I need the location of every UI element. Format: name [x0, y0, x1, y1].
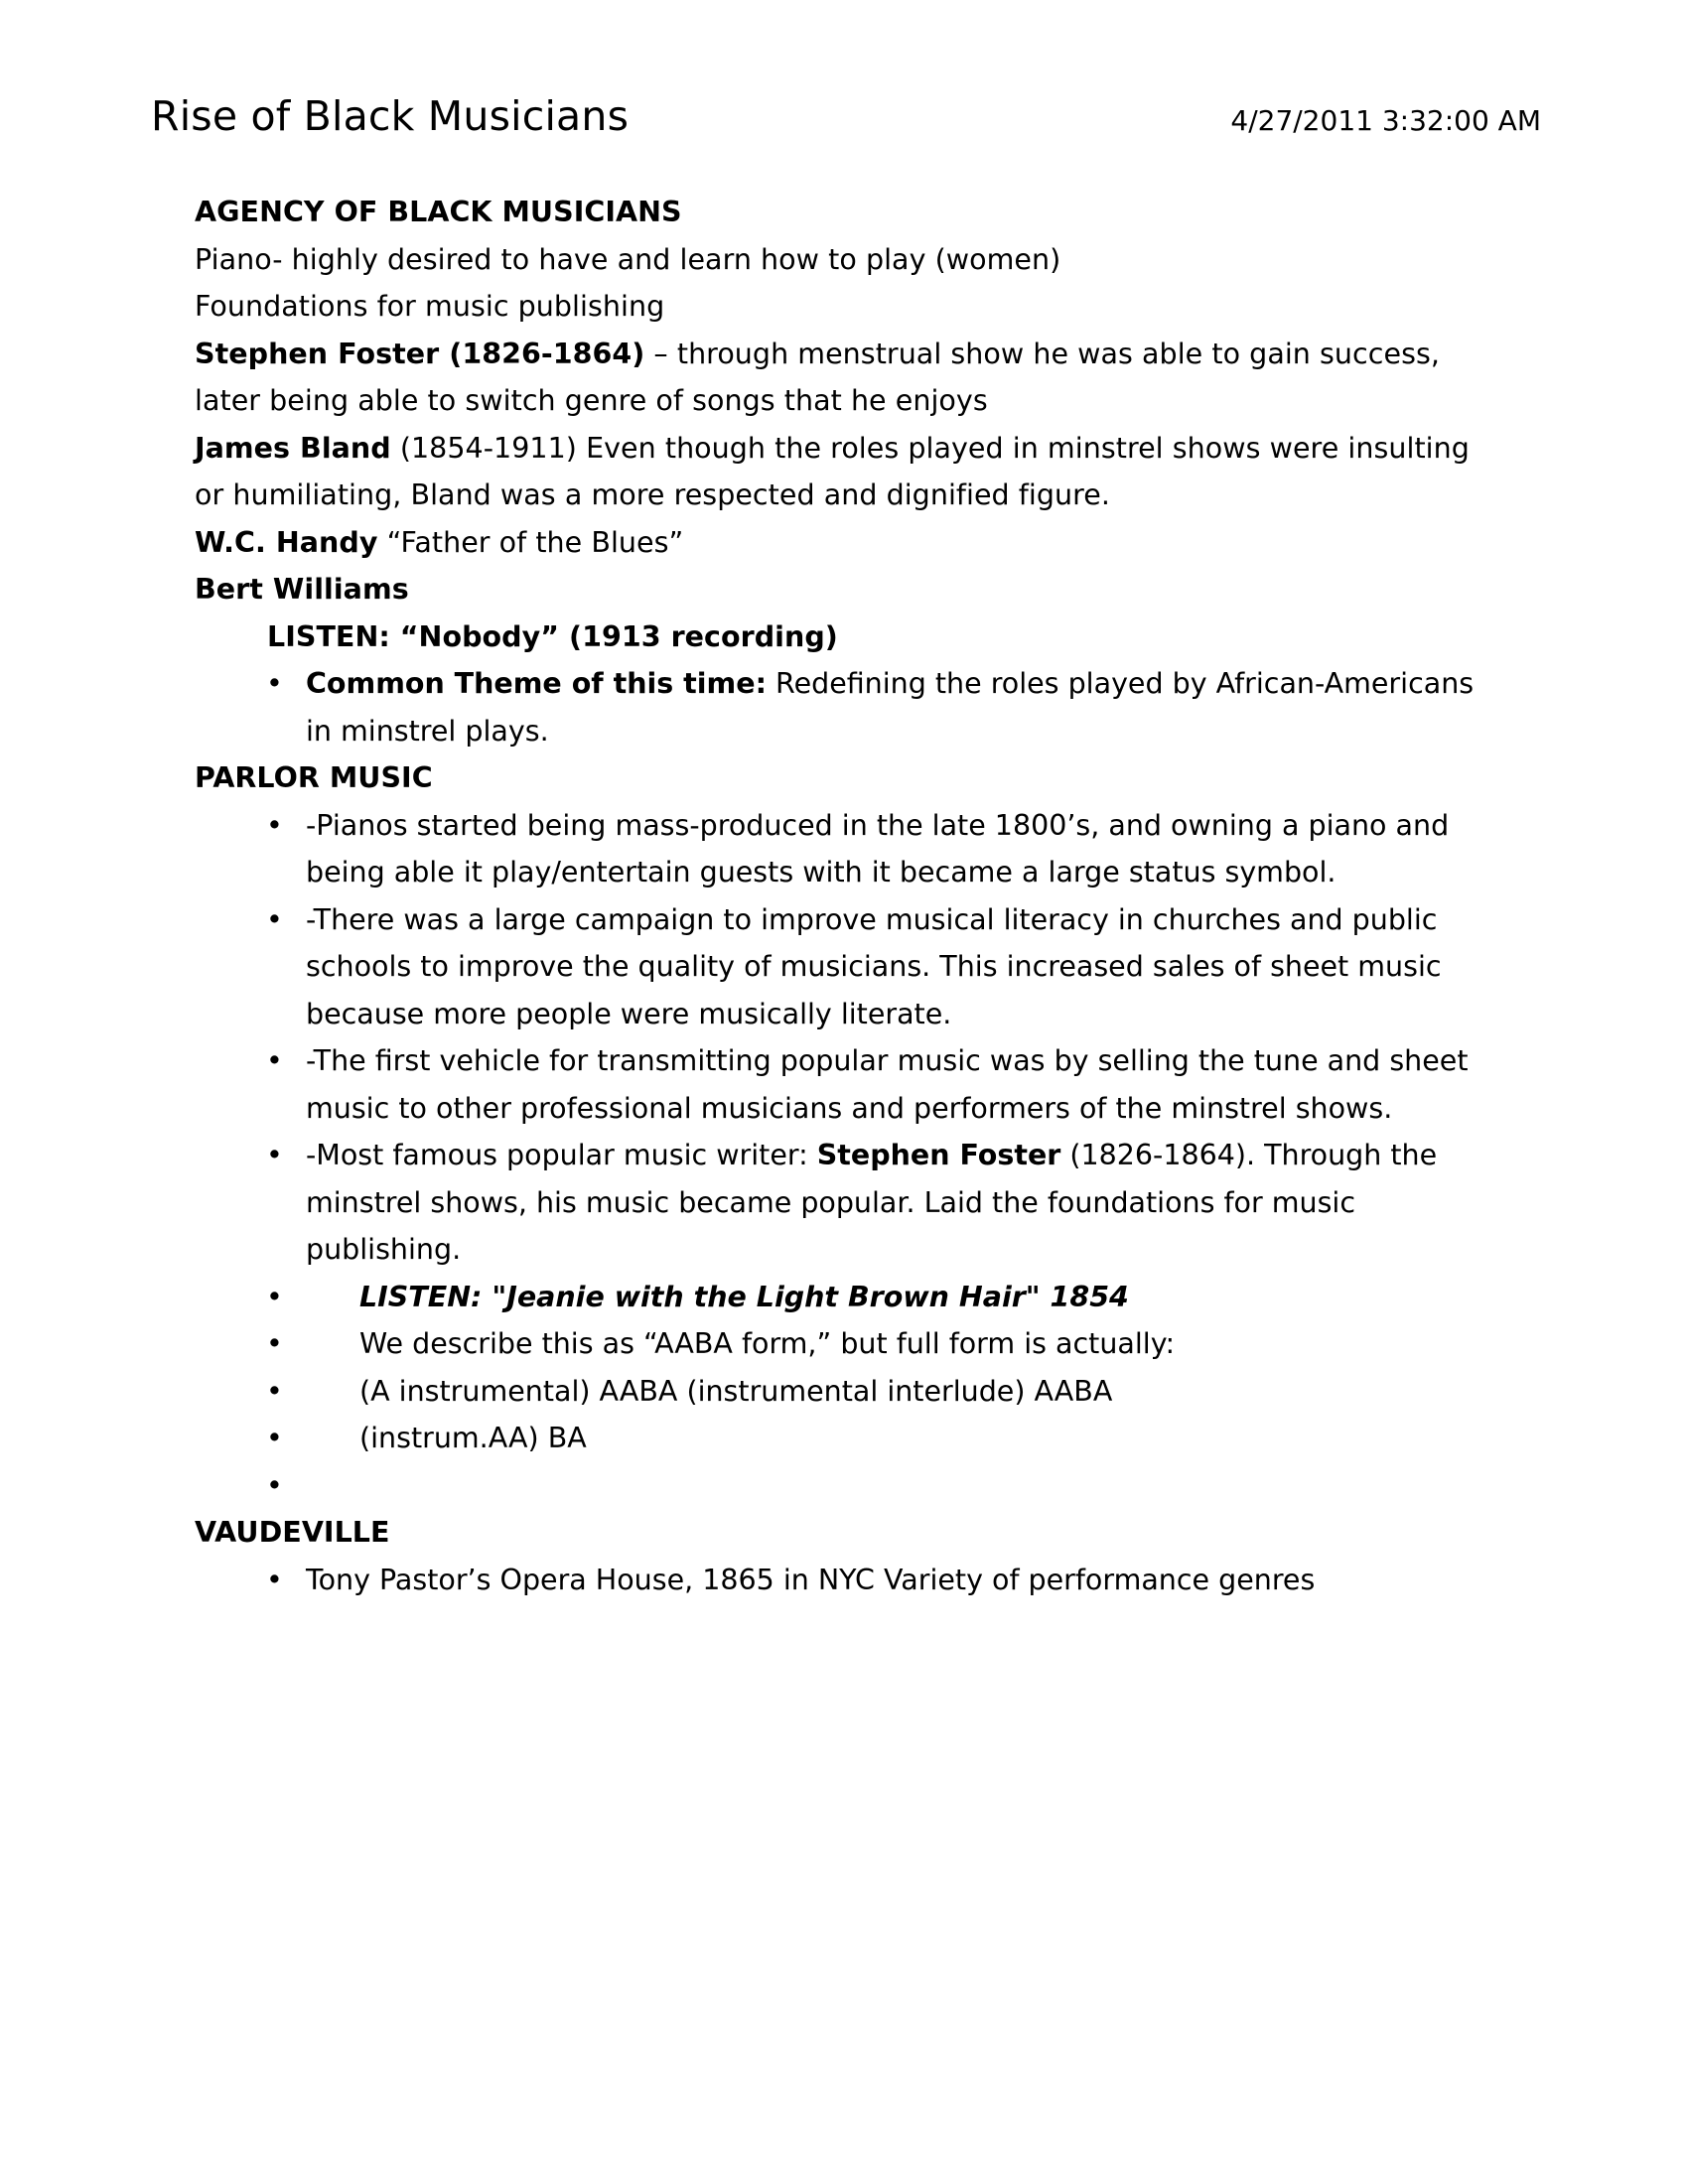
list-item — [195, 1037, 1476, 1132]
common-theme-text — [306, 660, 1476, 754]
parlor-bullet-instrum: (instrum.AA) BA — [359, 1422, 587, 1454]
stephen-foster-description: – through menstrual show he was able to gain success, later being able to switch genre of songs that he enjoys — [195, 337, 1440, 417]
list-item — [195, 1320, 1476, 1368]
parlor-bullet-aaba-full: (A instrumental) AABA (instrumental interlude) AABA — [359, 1374, 1113, 1408]
james-bland-name: James Bland — [195, 431, 391, 465]
bullet-icon: • — [266, 1468, 283, 1502]
parlor-bullet-vehicle: -The first vehicle for transmitting popular music was by selling the tune and sheet music to other professional musicians and performers of the minstrel shows. — [306, 1044, 1469, 1125]
bullet-icon: • — [266, 1280, 283, 1313]
parlor-bullet-empty — [359, 1462, 1476, 1510]
section-heading-vaudeville: VAUDEVILLE — [195, 1516, 390, 1549]
parlor-bullet-aaba-form: We describe this as “AABA form,” but full form is actually: — [359, 1327, 1176, 1360]
parlor-bullet-literacy: -There was a large campaign to improve musical literacy in churches and public schools to improve the quality of musicians. This increased sales of sheet music because more people were musically literate. — [306, 902, 1442, 1030]
famous-writer-suffix: (1826-1864). Through the minstrel shows, his music became popular. Laid the foundations for music publishing. — [306, 1139, 1438, 1266]
wc-handy-description: “Father of the Blues” — [377, 525, 684, 559]
paragraph-stephen-foster — [195, 331, 1476, 425]
document-timestamp: 4/27/2011 3:32:00 AM — [1230, 104, 1541, 137]
section-heading-parlor-music: PARLOR MUSIC — [195, 761, 433, 794]
list-item — [195, 660, 1476, 754]
bullet-icon: • — [266, 1139, 283, 1171]
bullet-icon: • — [266, 1374, 283, 1408]
list-item — [195, 1415, 1476, 1462]
parlor-bullet-famous-writer — [306, 1132, 1476, 1274]
list-item — [195, 1462, 1476, 1510]
parlor-bullet-listen-jeanie — [359, 1274, 1476, 1321]
famous-writer-prefix: -Most famous popular music writer: — [306, 1139, 817, 1171]
bullet-icon: • — [266, 1327, 283, 1360]
bullet-icon: • — [266, 1044, 283, 1077]
bullet-icon: • — [266, 1422, 283, 1454]
bullet-icon: • — [266, 902, 283, 936]
listen-nobody-item: LISTEN: “Nobody” (1913 recording) — [267, 619, 838, 653]
listen-jeanie-label: LISTEN: "Jeanie with the Light Brown Hair" 1854 — [359, 1280, 1129, 1313]
paragraph-bert-williams: Bert Williams — [195, 573, 409, 606]
list-item — [195, 1274, 1476, 1321]
document-header — [151, 94, 1541, 139]
paragraph-wc-handy — [195, 519, 1476, 567]
wc-handy-name: W.C. Handy — [195, 525, 378, 559]
famous-writer-name: Stephen Foster — [816, 1139, 1061, 1171]
bullet-icon: • — [266, 1563, 283, 1596]
list-item — [195, 1132, 1476, 1274]
common-theme-description: Redefining the roles played by African-Americans in minstrel plays. — [306, 667, 1475, 748]
section-heading-agency: AGENCY OF BLACK MUSICIANS — [195, 196, 682, 228]
list-item — [195, 1368, 1476, 1416]
paragraph-james-bland — [195, 425, 1476, 519]
paragraph-piano: Piano- highly desired to have and learn how to play (women) — [195, 242, 1061, 276]
bullet-icon: • — [266, 667, 283, 700]
bullet-icon: • — [266, 808, 283, 842]
parlor-bullet-pianos: -Pianos started being mass-produced in the late 1800’s, and owning a piano and being able it play/entertain guests with it became a large status symbol. — [306, 808, 1450, 888]
paragraph-foundations: Foundations for music publishing — [195, 290, 665, 323]
list-item — [195, 802, 1476, 896]
stephen-foster-name: Stephen Foster (1826-1864) — [195, 337, 645, 370]
james-bland-description: (1854-1911) Even though the roles played in minstrel shows were insulting or humiliating, Bland was a more respected and dignified figure. — [195, 431, 1470, 511]
document-body — [195, 189, 1476, 1603]
page-title: Rise of Black Musicians — [151, 92, 630, 140]
common-theme-label: Common Theme of this time: — [306, 667, 767, 700]
vaudeville-bullet-tony-pastor: Tony Pastor’s Opera House, 1865 in NYC Variety of performance genres — [306, 1563, 1316, 1596]
list-item — [195, 1557, 1476, 1604]
list-item — [195, 896, 1476, 1038]
